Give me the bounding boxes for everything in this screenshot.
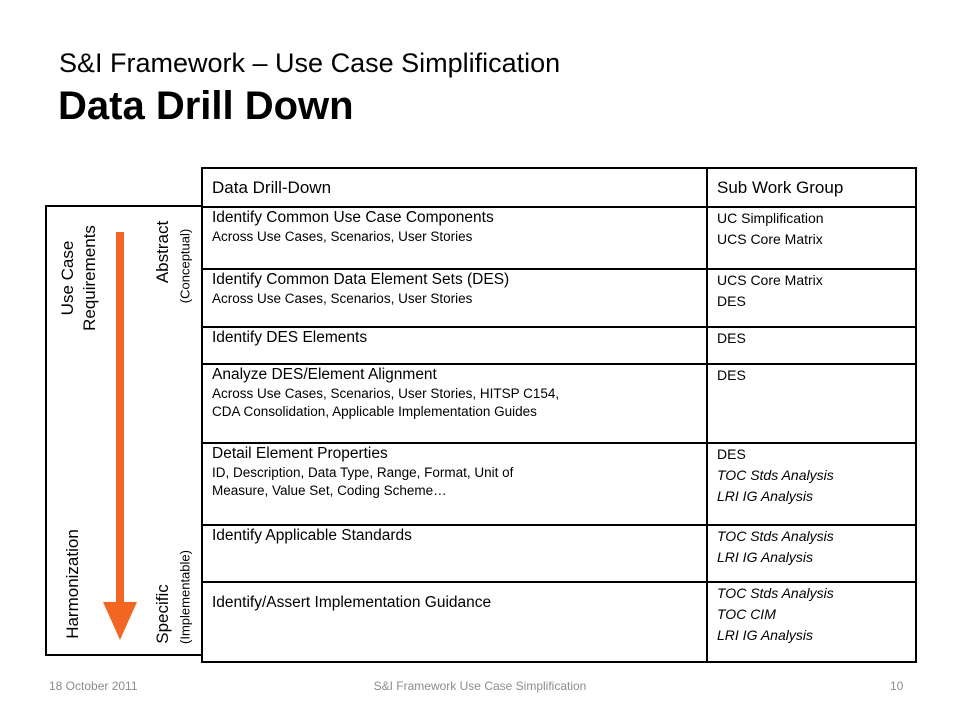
use-case-label: Use Case — [58, 240, 77, 316]
work-group: UCS Core Matrix — [717, 272, 823, 288]
step-title: Analyze DES/Element Alignment — [212, 366, 437, 383]
requirements-label: Requirements — [80, 225, 99, 331]
step-detail: Across Use Cases, Scenarios, User Stories — [212, 291, 473, 306]
slide-title: Data Drill Down — [58, 84, 354, 128]
sub-work-group-cell — [707, 364, 916, 443]
specific-label: Specific — [153, 584, 172, 644]
specific-sublabel: (Implementable) — [177, 550, 193, 644]
sub-work-group-cell — [707, 582, 916, 662]
table-row — [202, 207, 916, 269]
header-data-drill-down: Data Drill-Down — [202, 168, 707, 207]
header-sub-work-group: Sub Work Group — [707, 168, 916, 207]
drill-down-cell — [202, 364, 707, 443]
sub-work-group-cell — [707, 269, 916, 327]
step-detail: Measure, Value Set, Coding Scheme… — [212, 483, 447, 498]
abstract-sublabel: (Conceptual) — [177, 228, 193, 304]
table-row — [202, 327, 916, 364]
work-group: UC Simplification — [717, 210, 824, 226]
step-detail: ID, Description, Data Type, Range, Format, Unit of — [212, 465, 514, 480]
drill-down-cell — [202, 582, 707, 662]
drill-down-arrow — [100, 222, 140, 642]
table-header-row — [202, 168, 916, 207]
work-group: LRI IG Analysis — [717, 627, 813, 643]
work-group: LRI IG Analysis — [717, 488, 813, 504]
table-row — [202, 269, 916, 327]
drill-down-cell — [202, 327, 707, 364]
sub-work-group-cell — [707, 207, 916, 269]
harmonization-label: Harmonization — [63, 529, 82, 639]
step-detail: CDA Consolidation, Applicable Implementation Guides — [212, 404, 537, 419]
drill-down-cell — [202, 207, 707, 269]
drill-down-cell — [202, 525, 707, 582]
step-title: Detail Element Properties — [212, 445, 388, 462]
work-group: UCS Core Matrix — [717, 231, 823, 247]
work-group: TOC CIM — [717, 606, 776, 622]
use-case-requirements-label — [57, 225, 101, 331]
work-group: LRI IG Analysis — [717, 549, 813, 565]
drill-down-cell — [202, 443, 707, 525]
work-group: TOC Stds Analysis — [717, 585, 834, 601]
step-title: Identify Common Data Element Sets (DES) — [212, 271, 510, 288]
table-row — [202, 525, 916, 582]
sub-work-group-cell — [707, 443, 916, 525]
step-title: Identify DES Elements — [212, 329, 368, 346]
footer-date: 18 October 2011 — [49, 679, 138, 693]
work-group: TOC Stds Analysis — [717, 528, 834, 544]
sub-work-group-cell — [707, 525, 916, 582]
step-detail: Across Use Cases, Scenarios, User Stories — [212, 229, 473, 244]
work-group: DES — [717, 367, 746, 383]
step-title: Identify Common Use Case Components — [212, 209, 494, 226]
drill-down-table — [201, 167, 917, 663]
step-title: Identify Applicable Standards — [212, 527, 412, 544]
table-row — [202, 582, 916, 662]
footer-title: S&I Framework Use Case Simplification — [373, 679, 587, 693]
drill-down-cell — [202, 269, 707, 327]
work-group: DES — [717, 446, 746, 462]
table-row — [202, 364, 916, 443]
table-row — [202, 443, 916, 525]
step-detail: Across Use Cases, Scenarios, User Stories, HITSP C154, — [212, 386, 560, 401]
work-group: DES — [717, 330, 746, 346]
sub-work-group-cell — [707, 327, 916, 364]
arrow-head — [103, 602, 137, 640]
abstract-label: Abstract — [153, 220, 172, 284]
step-title: Identify/Assert Implementation Guidance — [212, 594, 492, 611]
work-group: DES — [717, 293, 746, 309]
work-group: TOC Stds Analysis — [717, 467, 834, 483]
slide-subtitle: S&I Framework – Use Case Simplification — [59, 48, 561, 78]
page-number: 10 — [890, 679, 904, 693]
